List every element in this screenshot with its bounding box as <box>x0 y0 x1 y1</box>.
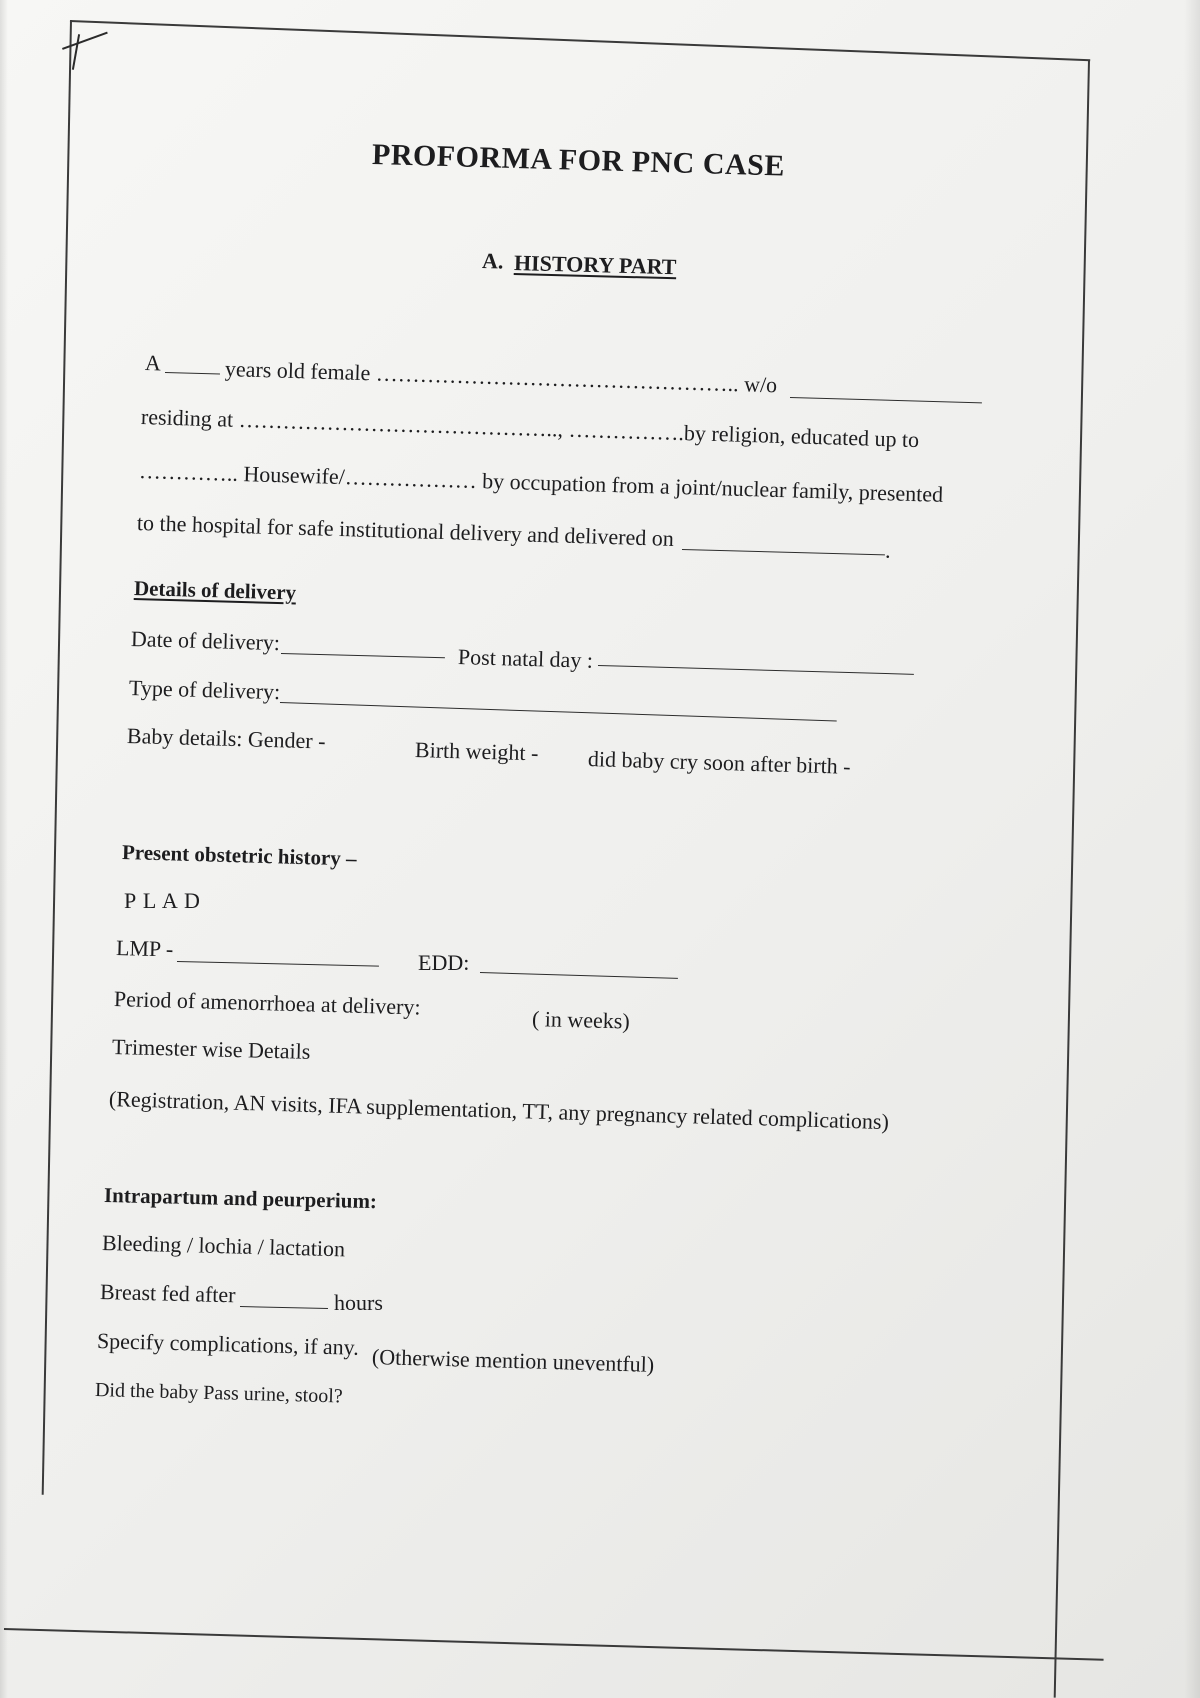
delivered-on-blank[interactable] <box>682 549 885 555</box>
bleeding-label: Bleeding / lochia / lactation <box>101 1230 346 1262</box>
intro-line4: to the hospital for safe institutional delivery and delivered on <box>136 510 675 551</box>
urine-stool-label: Did the baby Pass urine, stool? <box>94 1379 343 1408</box>
delivery-type-label: Type of delivery: <box>128 675 281 705</box>
intro-line4-end: . <box>885 538 891 563</box>
edd-label: EDD: <box>418 950 470 975</box>
baby-gender-label: Baby details: Gender - <box>126 723 326 754</box>
section-a-heading: HISTORY PART <box>513 250 677 280</box>
weeks-label: ( in weeks) <box>531 1006 631 1034</box>
plad-label: P L A D <box>124 888 201 913</box>
delivery-heading: Details of delivery <box>133 576 297 605</box>
amenorrhoea-label: Period of amenorrhoea at delivery: <box>113 986 421 1020</box>
delivery-date-label: Date of delivery: <box>130 626 281 656</box>
section-a-prefix: A. <box>481 248 504 274</box>
lmp-blank[interactable] <box>177 961 379 967</box>
breastfed-hours-blank[interactable] <box>240 1306 328 1309</box>
complications-note: (Otherwise mention uneventful) <box>371 1344 655 1377</box>
delivery-date-blank[interactable] <box>281 653 445 658</box>
page-title: PROFORMA FOR PNC CASE <box>371 138 786 183</box>
lmp-label: LMP - <box>115 935 174 962</box>
intro-line1-a: A <box>144 350 162 376</box>
edd-blank[interactable] <box>480 972 678 979</box>
intrapartum-heading: Intrapartum and peurperium: <box>103 1183 378 1214</box>
intro-line1-b: years old female ………………………………………….. w/o <box>224 356 778 398</box>
birth-weight-label: Birth weight - <box>414 737 539 766</box>
postnatal-day-label: Post natal day : <box>457 644 594 673</box>
trimester-label: Trimester wise Details <box>111 1034 311 1064</box>
complications-label: Specify complications, if any. <box>96 1328 360 1360</box>
breastfed-label: Breast fed after <box>99 1279 236 1308</box>
husband-name-blank[interactable] <box>790 397 982 403</box>
obstetric-heading: Present obstetric history – <box>121 840 357 871</box>
intro-line3: ………….. Housewife/……………… by occupation from a joint/nuclear family, presented <box>138 458 944 507</box>
intro-line2: residing at …………………………………….., …………….by religion, educated up to <box>140 404 920 453</box>
postnatal-day-blank[interactable] <box>598 665 914 675</box>
age-blank[interactable] <box>165 372 220 375</box>
hours-label: hours <box>334 1290 383 1315</box>
trimester-note: (Registration, AN visits, IFA supplementation, TT, any pregnancy related complications) <box>108 1086 890 1135</box>
baby-cry-label: did baby cry soon after birth - <box>587 746 851 779</box>
delivery-type-blank[interactable] <box>280 702 837 721</box>
